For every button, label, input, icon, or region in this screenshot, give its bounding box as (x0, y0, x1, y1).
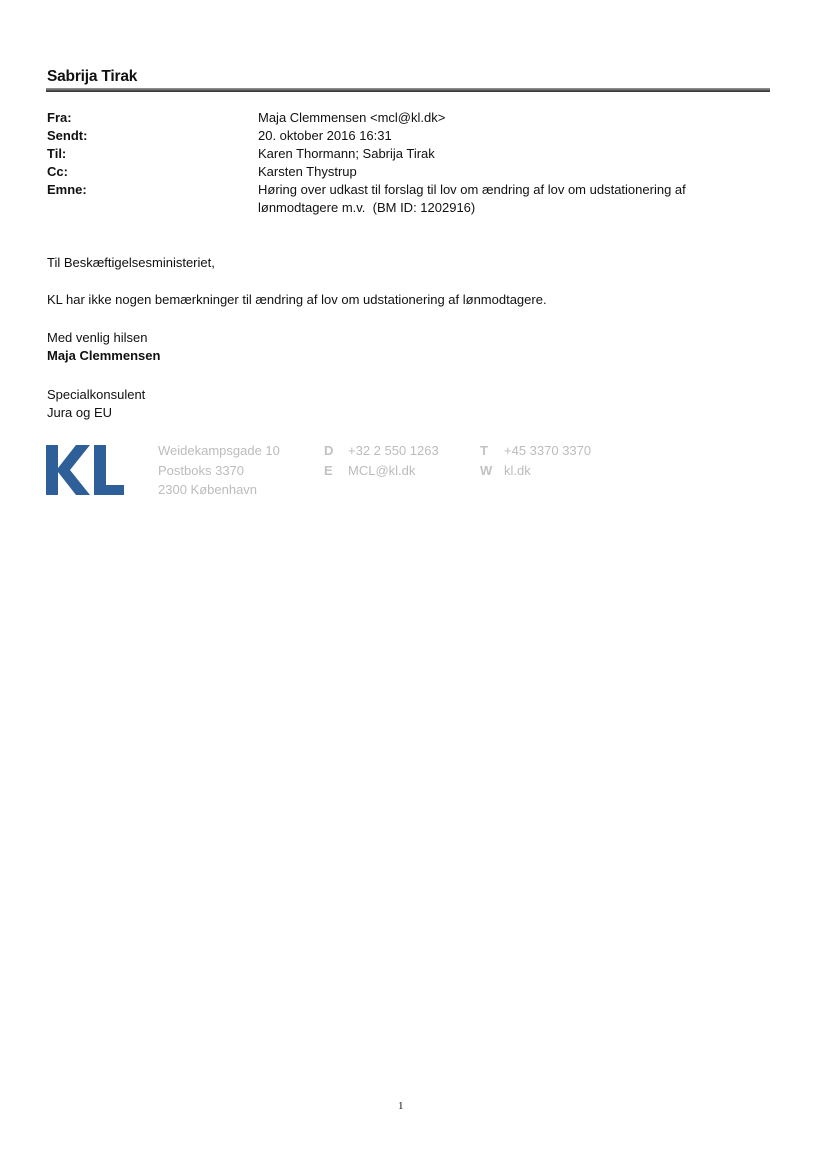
title-divider (46, 88, 770, 92)
signature-general-contact (480, 441, 591, 480)
greeting: Til Beskæftigelsesministeriet, (47, 255, 215, 270)
page-number: 1 (398, 1100, 404, 1112)
phone-label: T (480, 443, 488, 458)
header-value-subject: Høring over udkast til forslag til lov om ændring af lov om udstationering af lønmodtagere m.v. (BM ID: 1202916) (258, 182, 690, 215)
phone-row (480, 441, 591, 461)
sender-title: Specialkonsulent (47, 387, 146, 402)
email-headers (47, 109, 747, 217)
header-row-cc (47, 163, 747, 181)
direct-phone-label: D (324, 443, 334, 458)
header-label-subject: Emne: (47, 182, 87, 197)
header-value-from: Maja Clemmensen <mcl@kl.dk> (258, 110, 446, 125)
header-value-sent: 20. oktober 2016 16:31 (258, 128, 392, 143)
direct-phone-row (324, 441, 439, 461)
email-row (324, 461, 439, 481)
signature-address (158, 441, 280, 500)
email-label: E (324, 462, 333, 478)
web-value[interactable]: kl.dk (504, 462, 531, 478)
header-label-sent: Sendt: (47, 128, 88, 143)
address-pobox: Postboks 3370 (158, 462, 245, 478)
web-row (480, 461, 591, 481)
page-title: Sabrija Tirak (47, 68, 138, 85)
kl-logo (46, 445, 124, 495)
signature-direct-contact (324, 441, 439, 480)
direct-phone-value: +32 2 550 1263 (348, 443, 439, 458)
address-street: Weidekampsgade 10 (158, 443, 280, 458)
header-value-cc: Karsten Thystrup (258, 164, 357, 179)
header-row-from (47, 109, 747, 127)
message-body: KL har ikke nogen bemærkninger til ændring af lov om udstationering af lønmodtagere. (47, 292, 547, 307)
address-city: 2300 København (158, 482, 258, 497)
header-label-cc: Cc: (47, 164, 68, 179)
sender-department: Jura og EU (47, 405, 113, 420)
web-label: W (480, 462, 493, 478)
header-row-sent (47, 127, 747, 145)
phone-value: +45 3370 3370 (504, 443, 592, 458)
closing: Med venlig hilsen (47, 330, 148, 345)
header-value-to: Karen Thormann; Sabrija Tirak (258, 146, 435, 161)
header-label-to: Til: (47, 146, 67, 161)
header-row-subject (47, 181, 747, 217)
header-label-from: Fra: (47, 110, 72, 125)
sender-name: Maja Clemmensen (47, 348, 161, 363)
header-row-to (47, 145, 747, 163)
email-value[interactable]: MCL@kl.dk (348, 462, 416, 478)
